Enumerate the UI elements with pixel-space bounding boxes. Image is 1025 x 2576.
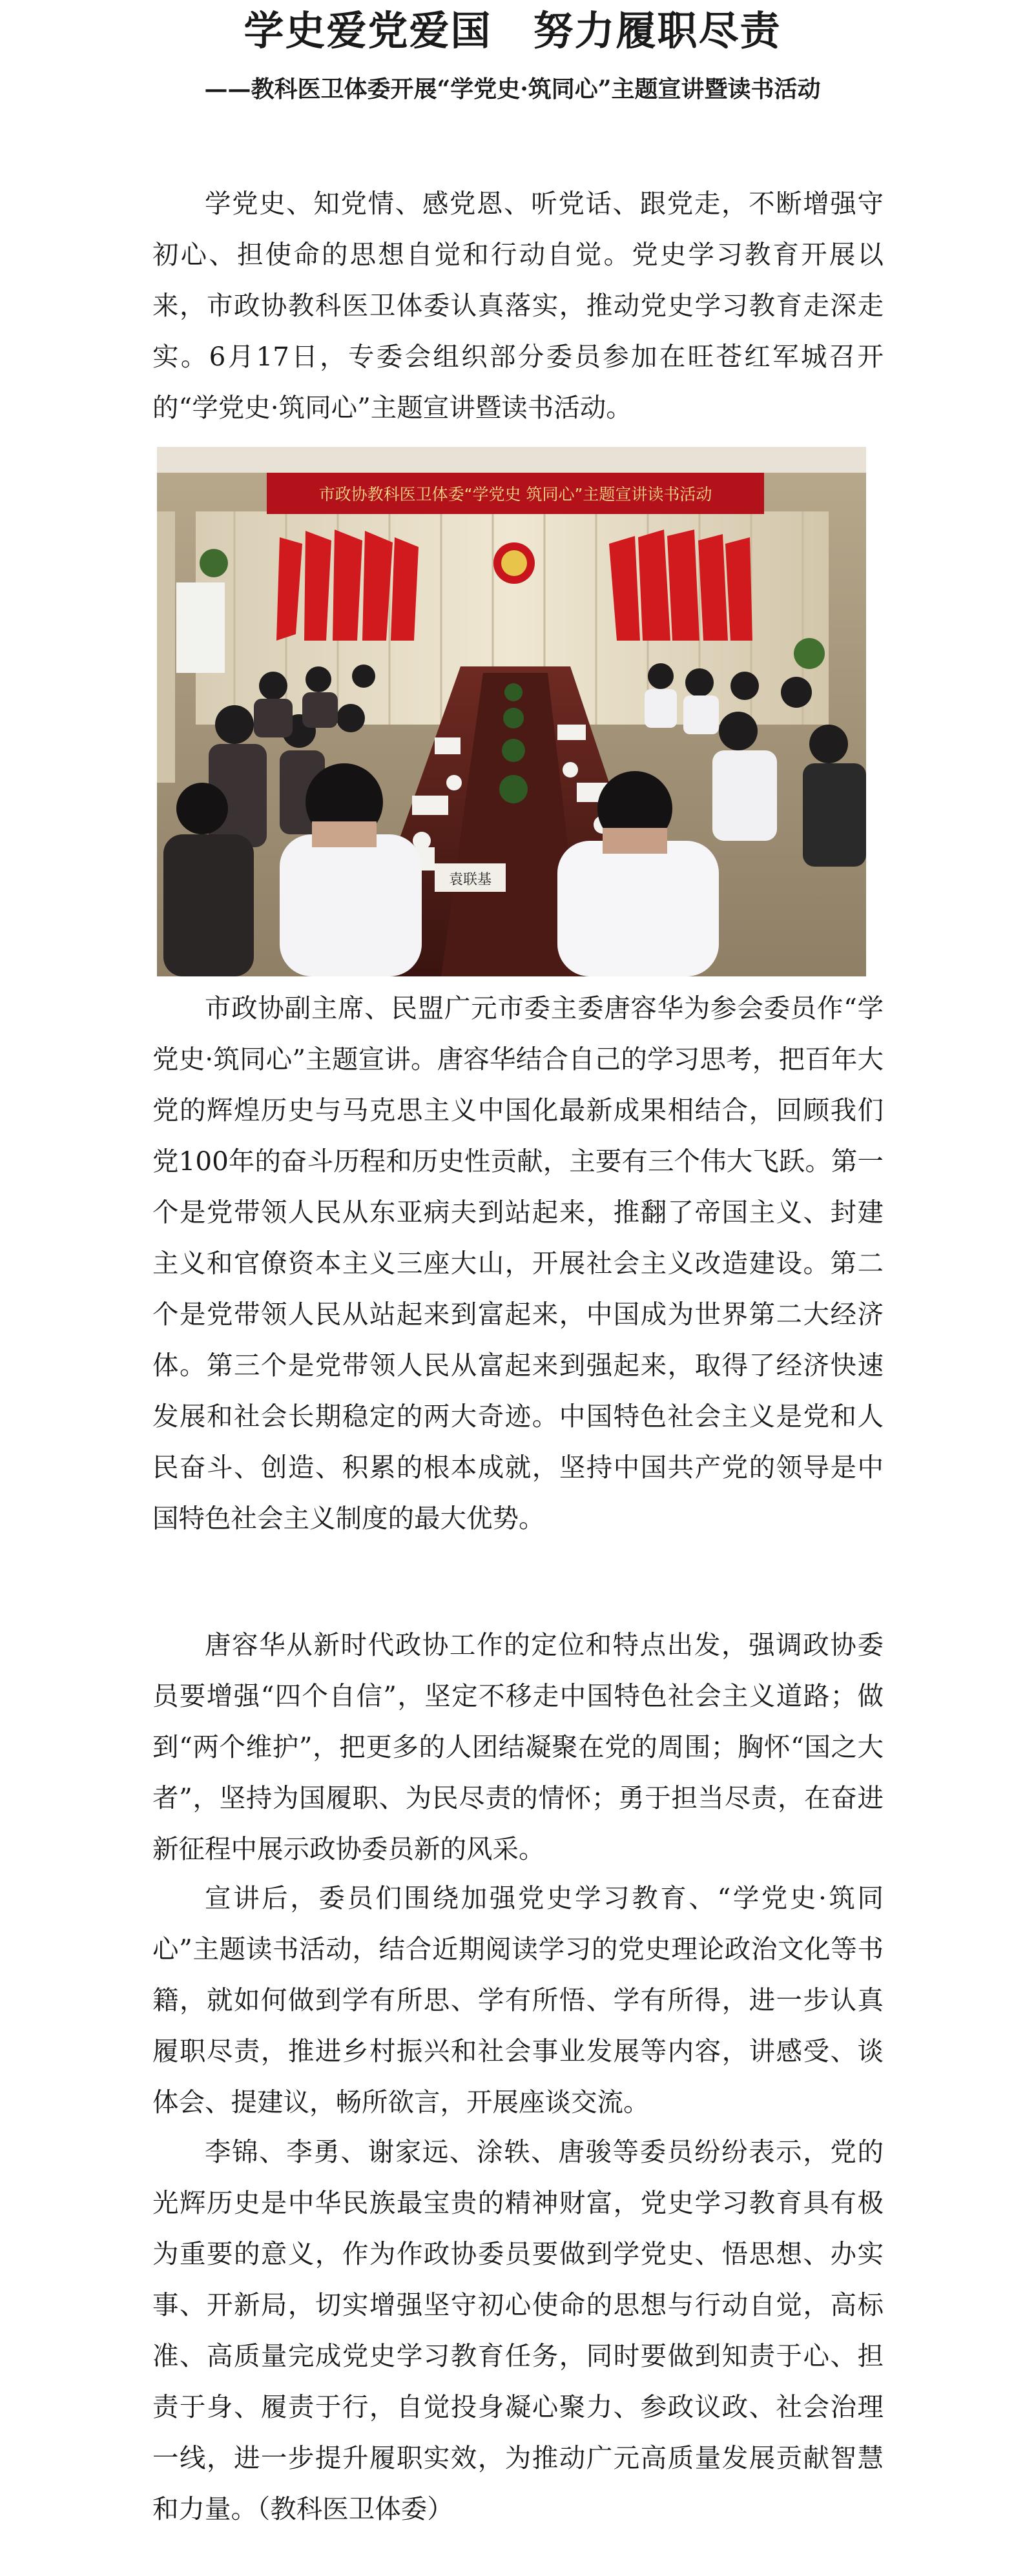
banner-text: 市政协教科医卫体委“学党史 筑同心”主题宣讲读书活动: [318, 485, 712, 504]
paragraph-speech: 市政协副主席、民盟广元市委主委唐容华为参会委员作“学党史·筑同心”主题宣讲。唐容华结合自己的学习思考，把百年大党的辉煌历史与马克思主义中国化最新成果相结合，回顾我们党100年的奋斗历程和历史性贡献，主要有三个伟大飞跃。第一个是党带领人民从东亚病夫到站起来，推翻了帝国主义、封建主义和官僚资本主义三座大山，开展社会主义改造建设。第二个是党带领人民从站起来到富起来，中国成为世界第二大经济体。第三个是党带领人民从富起来到强起来，取得了经济快速发展和社会长期稳定的两大奇迹。中国特色社会主义是党和人民奋斗、创造、积累的根本成就，坚持中国共产党的领导是中国特色社会主义制度的最大优势。: [152, 993, 884, 1534]
meeting-photo: [157, 447, 866, 976]
nameplate-text: 袁联基: [448, 872, 492, 888]
paragraph-conclusion: 李锦、李勇、谢家远、涂轶、唐骏等委员纷纷表示，党的光辉历史是中华民族最宝贵的精神财富，党史学习教育具有极为重要的意义，作为作政协委员要做到学党史、悟思想、办实事、开新局，切实增强坚守初心使命的思想与行动自觉，高标准、高质量完成党史学习教育任务，同时要做到知责于心、担责于身、履责于行，自觉投身凝心聚力、参政议政、社会治理一线，进一步提升履职实效，为推动广元高质量发展贡献智慧和力量。（教科医卫体委）: [152, 2136, 884, 2524]
article-subtitle: ——教科医卫体委开展“学党史·筑同心”主题宣讲暨读书活动: [204, 76, 821, 103]
article-title: 学史爱党爱国 努力履职尽责: [243, 7, 782, 54]
paragraph-discussion: 宣讲后，委员们围绕加强党史学习教育、“学党史·筑同心”主题读书活动，结合近期阅读学习的党史理论政治文化等书籍，就如何做到学有所思、学有所悟、学有所得，进一步认真履职尽责，推进乡村振兴和社会事业发展等内容，讲感受、谈体会、提建议，畅所欲言，开展座谈交流。: [152, 1882, 884, 2117]
paragraph-emphasis: 唐容华从新时代政协工作的定位和特点出发，强调政协委员要增强“四个自信”，坚定不移走中国特色社会主义道路；做到“两个维护”，把更多的人团结凝聚在党的周围；胸怀“国之大者”，坚持为国履职、为民尽责的情怀；勇于担当尽责，在奋进新征程中展示政协委员新的风采。: [152, 1629, 884, 1864]
paragraph-intro: 学党史、知党情、感党恩、听党话、跟党走，不断增强守初心、担使命的思想自觉和行动自觉。党史学习教育开展以来，市政协教科医卫体委认真落实，推动党史学习教育走深走实。6月17日，专委会组织部分委员参加在旺苍红军城召开的“学党史·筑同心”主题宣讲暨读书活动。: [152, 188, 884, 423]
